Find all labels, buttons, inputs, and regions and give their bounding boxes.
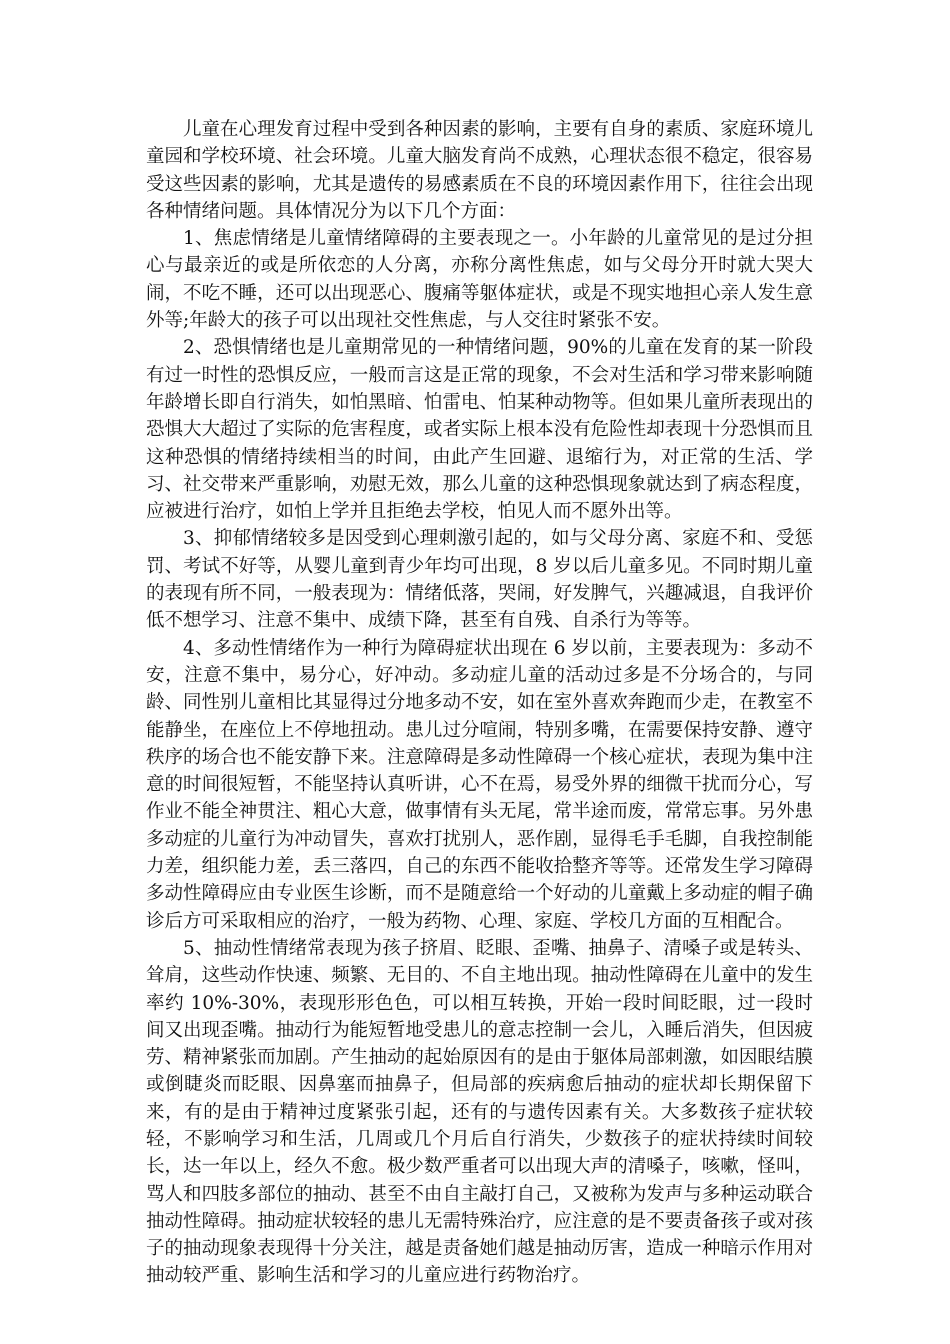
tic-paragraph: 5、抽动性情绪常表现为孩子挤眉、眨眼、歪嘴、抽鼻子、清嗓子或是转头、耸肩，这些动作快速、频繁、无目的、不自主地出现。抽动性障碍在儿童中的发生率约 10%-30%，表现形形色色，可以相互转换，开始一段时间眨眼，过一段时间又出现歪嘴。抽动行为能短暂地受患儿的意志控制一会儿，入睡后消失，但因疲劳、精神紧张而加剧。产生抽动的起始原因有的是由于躯体局部刺激，如因眼结膜或倒睫炎而眨眼、因鼻塞而抽鼻子，但局部的疾病愈后抽动的症状却长期保留下来，有的是由于精神过度紧张引起，还有的与遗传因素有关。大多数孩子症状较轻，不影响学习和生活，几周或几个月后自行消失，少数孩子的症状持续时间较长，达一年以上，经久不愈。极少数严重者可以出现大声的清嗓子，咳嗽，怪叫，骂人和四肢多部位的抽动、甚至不由自主敲打自己，又被称为发声与多种运动联合抽动性障碍。抽动症状较轻的患儿无需特殊治疗，应注意的是不要责备孩子或对孩子的抽动现象表现得十分关注，越是责备她们越是抽动厉害，造成一种暗示作用对抽动较严重、影响生活和学习的儿童应进行药物治疗。 (146, 937, 813, 1287)
anxiety-paragraph: 1、焦虑情绪是儿童情绪障碍的主要表现之一。小年龄的儿童常见的是过分担心与最亲近的或是所依恋的人分离，亦称分离性焦虑，如与父母分开时就大哭大闹，不吃不睡，还可以出现恶心、腹痛等躯体症状，或是不现实地担心亲人发生意外等;年龄大的孩子可以出现社交性焦虑，与人交往时紧张不安。 (146, 228, 813, 332)
document-body (146, 116, 813, 1290)
hyperactivity-paragraph: 4、多动性情绪作为一种行为障碍症状出现在 6 岁以前，主要表现为：多动不安，注意不集中，易分心，好冲动。多动症儿童的活动过多是不分场合的，与同龄、同性别儿童相比其显得过分地多动不安，如在室外喜欢奔跑而少走，在教室不能静坐，在座位上不停地扭动。患儿过分喧闹，特别多嘴，在需要保持安静、遵守秩序的场合也不能安静下来。注意障碍是多动性障碍一个核心症状，表现为集中注意的时间很短暂，不能坚持认真听讲，心不在焉，易受外界的细微干扰而分心，写作业不能全神贯注、粗心大意，做事情有头无尾，常半途而废，常常忘事。另外患多动症的儿童行为冲动冒失，喜欢打扰别人，恶作剧，显得毛手毛脚，自我控制能力差，组织能力差，丢三落四，自己的东西不能收拾整齐等等。还常发生学习障碍多动性障碍应由专业医生诊断，而不是随意给一个好动的儿童戴上多动症的帽子确诊后方可采取相应的治疗，一般为药物、心理、家庭、学校几方面的互相配合。 (146, 637, 813, 932)
depression-paragraph: 3、抑郁情绪较多是因受到心理刺激引起的，如与父母分离、家庭不和、受惩罚、考试不好等，从婴儿童到青少年均可出现，8 岁以后儿童多见。不同时期儿童的表现有所不同，一般表现为：情绪低落，哭闹，好发脾气，兴趣减退，自我评价低不想学习、注意不集中、成绩下降，甚至有自残、自杀行为等等。 (146, 528, 813, 632)
fear-paragraph: 2、恐惧情绪也是儿童期常见的一种情绪问题，90%的儿童在发育的某一阶段有过一时性的恐惧反应，一般而言这是正常的现象，不会对生活和学习带来影响随年龄增长即自行消失，如怕黑暗、怕雷电、怕某种动物等。但如果儿童所表现出的恐惧大大超过了实际的危害程度，或者实际上根本没有危险性却表现十分恐惧而且这种恐惧的情绪持续相当的时间，由此产生回避、退缩行为，对正常的生活、学习、社交带来严重影响，劝慰无效，那么儿童的这种恐惧现象就达到了病态程度，应被进行治疗，如怕上学并且拒绝去学校，怕见人而不愿外出等。 (146, 337, 813, 523)
intro-paragraph: 儿童在心理发育过程中受到各种因素的影响，主要有自身的素质、家庭环境儿童园和学校环境、社会环境。儿童大脑发育尚不成熟，心理状态很不稳定，很容易受这些因素的影响，尤其是遗传的易感素质在不良的环境因素作用下，往往会出现各种情绪问题。具体情况分为以下几个方面： (146, 119, 813, 222)
